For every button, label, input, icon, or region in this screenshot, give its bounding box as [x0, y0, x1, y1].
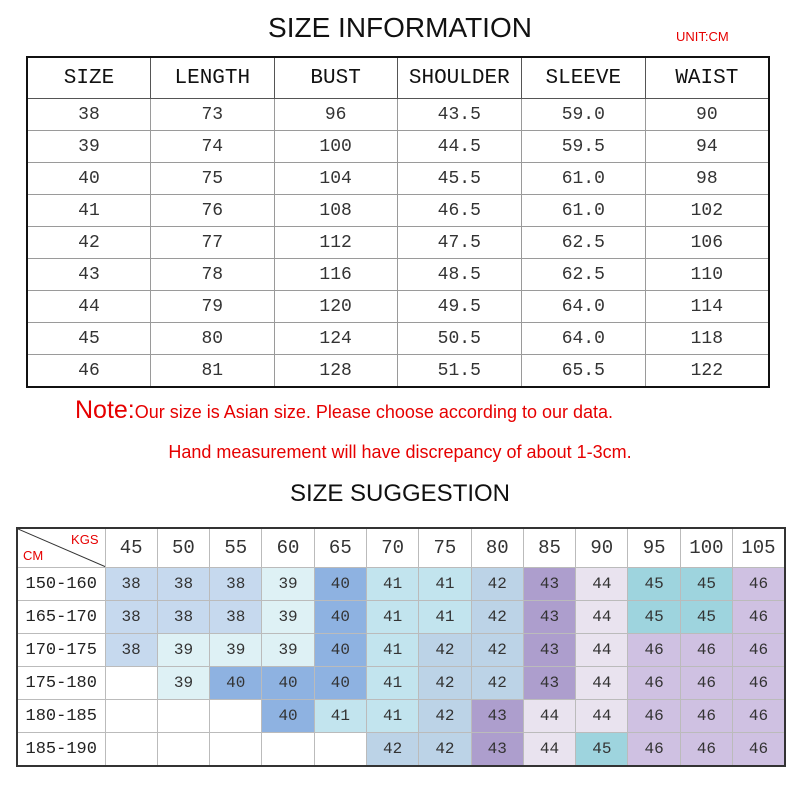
table-cell: 81	[150, 355, 274, 388]
column-header: BUST	[274, 57, 397, 99]
size-cell: 41	[366, 667, 418, 700]
size-cell: 46	[733, 601, 785, 634]
size-cell: 44	[576, 601, 628, 634]
size-cell: 44	[523, 733, 575, 767]
table-cell: 61.0	[521, 163, 645, 195]
size-cell: 45	[628, 568, 680, 601]
table-cell: 48.5	[397, 259, 521, 291]
size-cell: 43	[523, 568, 575, 601]
size-cell: 41	[366, 700, 418, 733]
size-cell: 41	[419, 601, 471, 634]
weight-header: 50	[157, 528, 209, 568]
weight-header: 60	[262, 528, 314, 568]
table-cell: 74	[150, 131, 274, 163]
note-line-2: Hand measurement will have discrepancy of about 1-3cm.	[168, 442, 632, 462]
table-cell: 45.5	[397, 163, 521, 195]
size-cell	[105, 667, 157, 700]
table-cell: 40	[27, 163, 150, 195]
table-cell: 73	[150, 99, 274, 131]
size-cell: 40	[314, 601, 366, 634]
table-cell: 108	[274, 195, 397, 227]
size-cell: 40	[314, 667, 366, 700]
size-cell: 44	[523, 700, 575, 733]
table-cell: 102	[645, 195, 769, 227]
table-cell: 47.5	[397, 227, 521, 259]
size-cell: 38	[105, 601, 157, 634]
size-cell: 46	[733, 667, 785, 700]
height-row	[17, 634, 785, 667]
height-label: 170-175	[17, 634, 105, 667]
table-cell: 50.5	[397, 323, 521, 355]
weight-header-row	[17, 528, 785, 568]
size-cell: 40	[210, 667, 262, 700]
table-cell: 45	[27, 323, 150, 355]
size-cell: 46	[680, 667, 732, 700]
table-row	[27, 355, 769, 388]
size-cell: 46	[680, 700, 732, 733]
table-cell: 78	[150, 259, 274, 291]
table-cell: 62.5	[521, 227, 645, 259]
table-cell: 118	[645, 323, 769, 355]
size-cell: 38	[105, 568, 157, 601]
table-cell: 90	[645, 99, 769, 131]
height-row	[17, 700, 785, 733]
table-cell: 43	[27, 259, 150, 291]
size-cell: 46	[628, 667, 680, 700]
table-cell: 44	[27, 291, 150, 323]
column-header: WAIST	[645, 57, 769, 99]
size-cell: 44	[576, 700, 628, 733]
size-cell: 41	[366, 601, 418, 634]
column-header: SIZE	[27, 57, 150, 99]
size-cell: 42	[471, 667, 523, 700]
weight-header: 85	[523, 528, 575, 568]
size-cell: 39	[262, 634, 314, 667]
table-row	[27, 195, 769, 227]
size-cell: 40	[262, 667, 314, 700]
size-information-title: SIZE INFORMATION	[268, 12, 532, 43]
height-label: 150-160	[17, 568, 105, 601]
weight-header: 55	[210, 528, 262, 568]
size-cell: 42	[419, 733, 471, 767]
size-cell: 46	[680, 733, 732, 767]
height-label: 185-190	[17, 733, 105, 767]
size-cell: 38	[105, 634, 157, 667]
table-cell: 39	[27, 131, 150, 163]
size-cell: 43	[523, 634, 575, 667]
size-cell: 46	[628, 733, 680, 767]
table-cell: 62.5	[521, 259, 645, 291]
table-cell: 65.5	[521, 355, 645, 388]
note-label: Note:	[75, 396, 135, 424]
table-row	[27, 163, 769, 195]
size-cell	[314, 733, 366, 767]
size-cell: 43	[471, 733, 523, 767]
size-cell: 42	[471, 601, 523, 634]
size-cell	[262, 733, 314, 767]
weight-header: 95	[628, 528, 680, 568]
size-cell: 45	[680, 568, 732, 601]
size-cell: 41	[314, 700, 366, 733]
weight-header: 70	[366, 528, 418, 568]
table-cell: 59.5	[521, 131, 645, 163]
size-cell: 46	[733, 700, 785, 733]
weight-header: 75	[419, 528, 471, 568]
table-cell: 64.0	[521, 291, 645, 323]
table-cell: 128	[274, 355, 397, 388]
table-cell: 51.5	[397, 355, 521, 388]
size-cell: 46	[733, 634, 785, 667]
size-cell: 46	[628, 700, 680, 733]
size-cell: 46	[733, 733, 785, 767]
height-row	[17, 601, 785, 634]
table-row	[27, 323, 769, 355]
table-cell: 79	[150, 291, 274, 323]
table-row	[27, 259, 769, 291]
size-cell: 40	[262, 700, 314, 733]
table-cell: 46	[27, 355, 150, 388]
table-cell: 94	[645, 131, 769, 163]
size-cell: 39	[157, 634, 209, 667]
size-cell: 42	[471, 568, 523, 601]
size-cell: 41	[366, 568, 418, 601]
size-cell: 43	[523, 667, 575, 700]
table-cell: 96	[274, 99, 397, 131]
size-cell: 45	[628, 601, 680, 634]
size-cell: 38	[157, 601, 209, 634]
table-cell: 59.0	[521, 99, 645, 131]
table-cell: 100	[274, 131, 397, 163]
table-cell: 124	[274, 323, 397, 355]
table-row	[27, 291, 769, 323]
note-line-1	[75, 396, 613, 425]
table-cell: 116	[274, 259, 397, 291]
table-row	[27, 131, 769, 163]
table-cell: 80	[150, 323, 274, 355]
size-cell: 42	[419, 700, 471, 733]
table-cell: 49.5	[397, 291, 521, 323]
note-text: Our size is Asian size. Please choose according to our data.	[134, 402, 614, 422]
size-cell: 46	[733, 568, 785, 601]
size-cell	[157, 733, 209, 767]
table-cell: 120	[274, 291, 397, 323]
size-cell: 42	[419, 634, 471, 667]
unit-label: UNIT:CM	[676, 29, 729, 44]
table-row	[27, 227, 769, 259]
kgs-label: KGS	[71, 532, 99, 547]
weight-header: 80	[471, 528, 523, 568]
size-cell: 46	[628, 634, 680, 667]
height-label: 175-180	[17, 667, 105, 700]
weight-header: 100	[680, 528, 732, 568]
table-cell: 76	[150, 195, 274, 227]
table-cell: 106	[645, 227, 769, 259]
size-cell: 39	[262, 568, 314, 601]
size-cell: 38	[210, 601, 262, 634]
table-cell: 61.0	[521, 195, 645, 227]
weight-header: 65	[314, 528, 366, 568]
size-cell: 42	[471, 634, 523, 667]
table-cell: 75	[150, 163, 274, 195]
size-cell: 44	[576, 634, 628, 667]
size-cell: 42	[419, 667, 471, 700]
table-cell: 122	[690, 360, 724, 381]
table-cell: 44.5	[397, 131, 521, 163]
column-header: SLEEVE	[521, 57, 645, 99]
size-cell: 41	[419, 568, 471, 601]
table-cell: 114	[645, 291, 769, 323]
size-cell: 38	[157, 568, 209, 601]
size-cell	[157, 700, 209, 733]
size-cell: 43	[523, 601, 575, 634]
table-cell: 38	[27, 99, 150, 131]
table-cell: 42	[27, 227, 150, 259]
size-cell: 39	[210, 634, 262, 667]
size-cell	[210, 700, 262, 733]
column-header: SHOULDER	[397, 57, 521, 99]
table-cell: 112	[274, 227, 397, 259]
cm-label: CM	[23, 548, 44, 563]
size-suggestion-table	[16, 527, 786, 767]
size-cell: 45	[576, 733, 628, 767]
table-cell: 98	[645, 163, 769, 195]
size-cell: 40	[314, 568, 366, 601]
corner-cell	[17, 528, 105, 568]
size-cell: 44	[576, 667, 628, 700]
size-cell: 43	[471, 700, 523, 733]
height-label: 165-170	[17, 601, 105, 634]
table-row	[27, 99, 769, 131]
size-cell: 39	[262, 601, 314, 634]
height-row	[17, 667, 785, 700]
weight-header: 45	[105, 528, 157, 568]
table-header-row	[27, 57, 769, 99]
height-row	[17, 733, 785, 767]
size-cell: 44	[576, 568, 628, 601]
size-cell: 42	[366, 733, 418, 767]
size-cell: 41	[366, 634, 418, 667]
table-cell: 43.5	[397, 99, 521, 131]
table-cell: 41	[27, 195, 150, 227]
size-cell: 40	[314, 634, 366, 667]
size-information-table	[26, 56, 770, 388]
table-cell: 64.0	[521, 323, 645, 355]
table-cell: 104	[274, 163, 397, 195]
size-cell: 38	[210, 568, 262, 601]
size-cell: 45	[680, 601, 732, 634]
size-cell	[210, 733, 262, 767]
height-label: 180-185	[17, 700, 105, 733]
size-cell	[105, 733, 157, 767]
size-suggestion-title: SIZE SUGGESTION	[289, 480, 511, 507]
table-cell: 77	[150, 227, 274, 259]
height-row	[17, 568, 785, 601]
table-cell: 46.5	[397, 195, 521, 227]
size-cell: 39	[157, 667, 209, 700]
column-header: LENGTH	[150, 57, 274, 99]
size-cell	[105, 700, 157, 733]
size-cell: 46	[680, 634, 732, 667]
weight-header: 90	[576, 528, 628, 568]
weight-header: 105	[733, 528, 785, 568]
table-cell: 110	[645, 259, 769, 291]
